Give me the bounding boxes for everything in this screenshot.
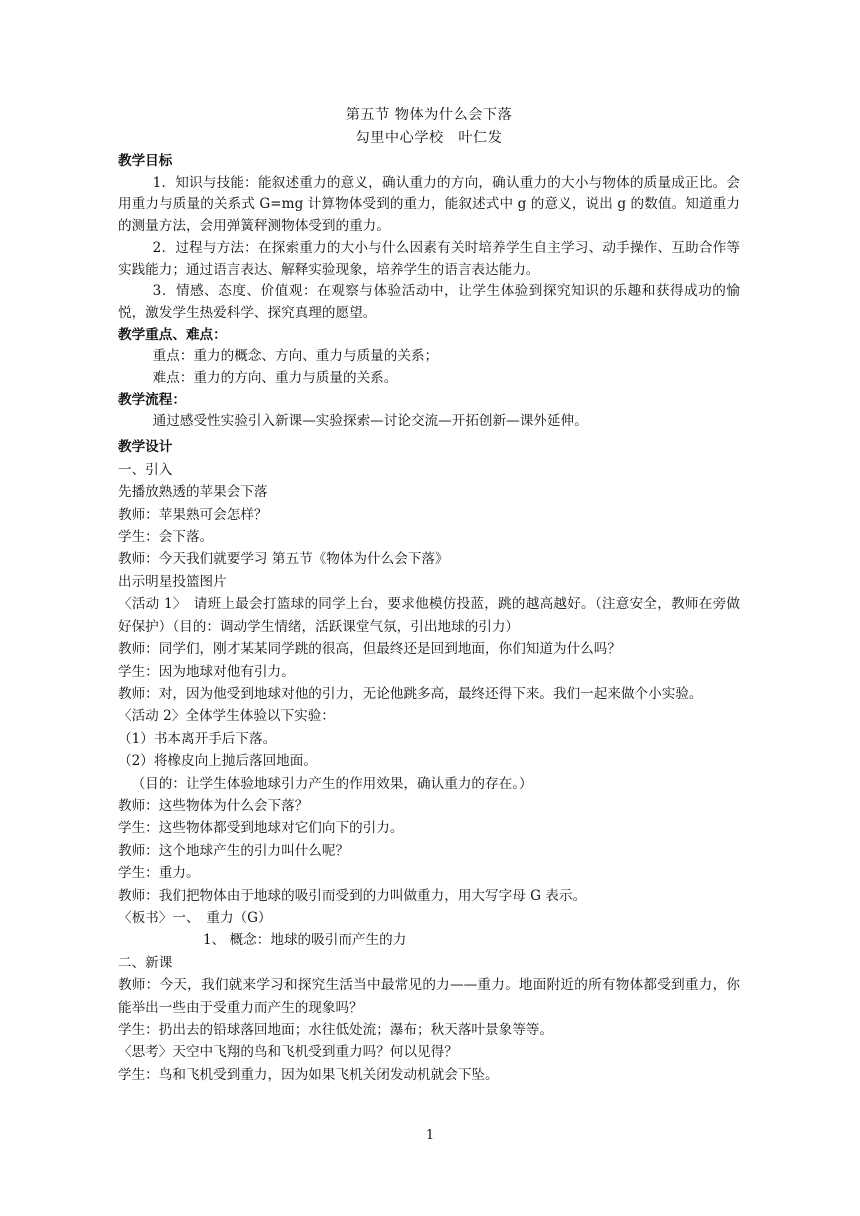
section-heading-design: 教学设计 xyxy=(118,439,173,456)
design-line: 先播放熟透的苹果会下落 xyxy=(118,484,268,501)
design-line: 教师：同学们，刚才某某同学跳的很高，但最终还是回到地面，你们知道为什么吗？ xyxy=(118,641,621,658)
design-line: 教师：这些物体为什么会下落？ xyxy=(118,797,309,814)
design-line: 教师：我们把物体由于地球的吸引而受到的力叫做重力，用大写字母 G 表示。 xyxy=(118,887,587,904)
goal-item: 3．情感、态度、价值观：在观察与体验活动中，让学生体验到探究知识的乐趣和获得成功的愉悦，激发学生热爱科学、探究真理的愿望。 xyxy=(118,283,740,321)
document-body xyxy=(118,104,740,1086)
design-line: 教师：苹果熟可会怎样？ xyxy=(118,506,268,523)
design-line: （2）将橡皮向上抛后落回地面。 xyxy=(118,753,317,770)
design-line: 学生：这些物体都受到地球对它们向下的引力。 xyxy=(118,820,404,837)
design-line: 二、新课 xyxy=(118,954,173,971)
design-line: 〈板书〉一、 重力（G） xyxy=(118,909,272,926)
keypoint-item: 重点：重力的概念、方向、重力与质量的关系； xyxy=(152,348,439,365)
design-line: 学生：因为地球对他有引力。 xyxy=(118,663,295,680)
flow-text: 通过感受性实验引入新课—实验探索—讨论交流—开拓创新—课外延伸。 xyxy=(152,413,588,430)
design-line: 学生：重力。 xyxy=(118,865,200,882)
design-line: 学生：会下落。 xyxy=(118,529,214,546)
design-line: 出示明星投篮图片 xyxy=(118,573,227,590)
design-line: 一、引入 xyxy=(118,461,173,478)
design-line: 学生：扔出去的铅球落回地面；水往低处流；瀑布；秋天落叶景象等等。 xyxy=(118,1022,553,1038)
design-line: 教师：今天，我们就来学习和探究生活当中最常见的力——重力。地面附近的所有物体都受到重力，你能举出一些由于受重力而产生的现象吗？ xyxy=(118,977,740,1016)
design-line: （目的：让学生体验地球引力产生的作用效果，确认重力的存在。） xyxy=(131,775,533,792)
design-line: 〈活动 2〉全体学生体验以下实验： xyxy=(118,708,335,725)
page-number: 1 xyxy=(425,1128,435,1143)
section-heading-goals: 教学目标 xyxy=(118,153,173,169)
design-line: 教师：今天我们就要学习 第五节《物体为什么会下落》 xyxy=(118,551,449,568)
design-line: 〈思考〉天空中飞翔的鸟和飞机受到重力吗？何以见得？ xyxy=(118,1044,458,1061)
design-line: 〈活动 1〉 请班上最会打篮球的同学上台，要求他模仿投蓝，跳的越高越好。（注意安全，教师在旁做好保护）（目的：调动学生情绪，活跃课堂气氛，引出地球的引力） xyxy=(118,596,740,635)
design-line: 教师：这个地球产生的引力叫什么呢？ xyxy=(118,842,350,859)
design-lines xyxy=(118,459,740,1086)
section-heading-flow: 教学流程： xyxy=(118,391,186,408)
design-line: （1）书本离开手后下落。 xyxy=(118,730,277,747)
keypoint-item: 难点：重力的方向、重力与质量的关系。 xyxy=(152,370,398,387)
design-line: 1、 概念：地球的吸引而产生的力 xyxy=(203,932,407,949)
goal-item: 1．知识与技能：能叙述重力的意义，确认重力的方向，确认重力的大小与物体的质量成正比。会用重力与质量的关系式 G=mg 计算物体受到的重力，能叙述式中 g 的意义，说出 g 的数值。知道重力的测量方法，会用弹簧秤测物体受到的重力。 xyxy=(118,174,740,235)
design-line: 学生：鸟和飞机受到重力，因为如果飞机关闭发动机就会下坠。 xyxy=(118,1066,499,1083)
goal-item: 2．过程与方法：在探索重力的大小与什么因素有关时培养学生自主学习、动手操作、互助合作等实践能力；通过语言表达、解释实验现象，培养学生的语言表达能力。 xyxy=(118,239,740,278)
document-title: 第五节 物体为什么会下落 xyxy=(345,107,513,123)
author-line: 勾里中心学校 叶仁发 xyxy=(355,130,503,146)
section-heading-keypoints: 教学重点、难点： xyxy=(118,326,227,343)
design-line: 教师：对，因为他受到地球对他的引力，无论他跳多高，最终还得下来。我们一起来做个小实验。 xyxy=(118,685,703,702)
